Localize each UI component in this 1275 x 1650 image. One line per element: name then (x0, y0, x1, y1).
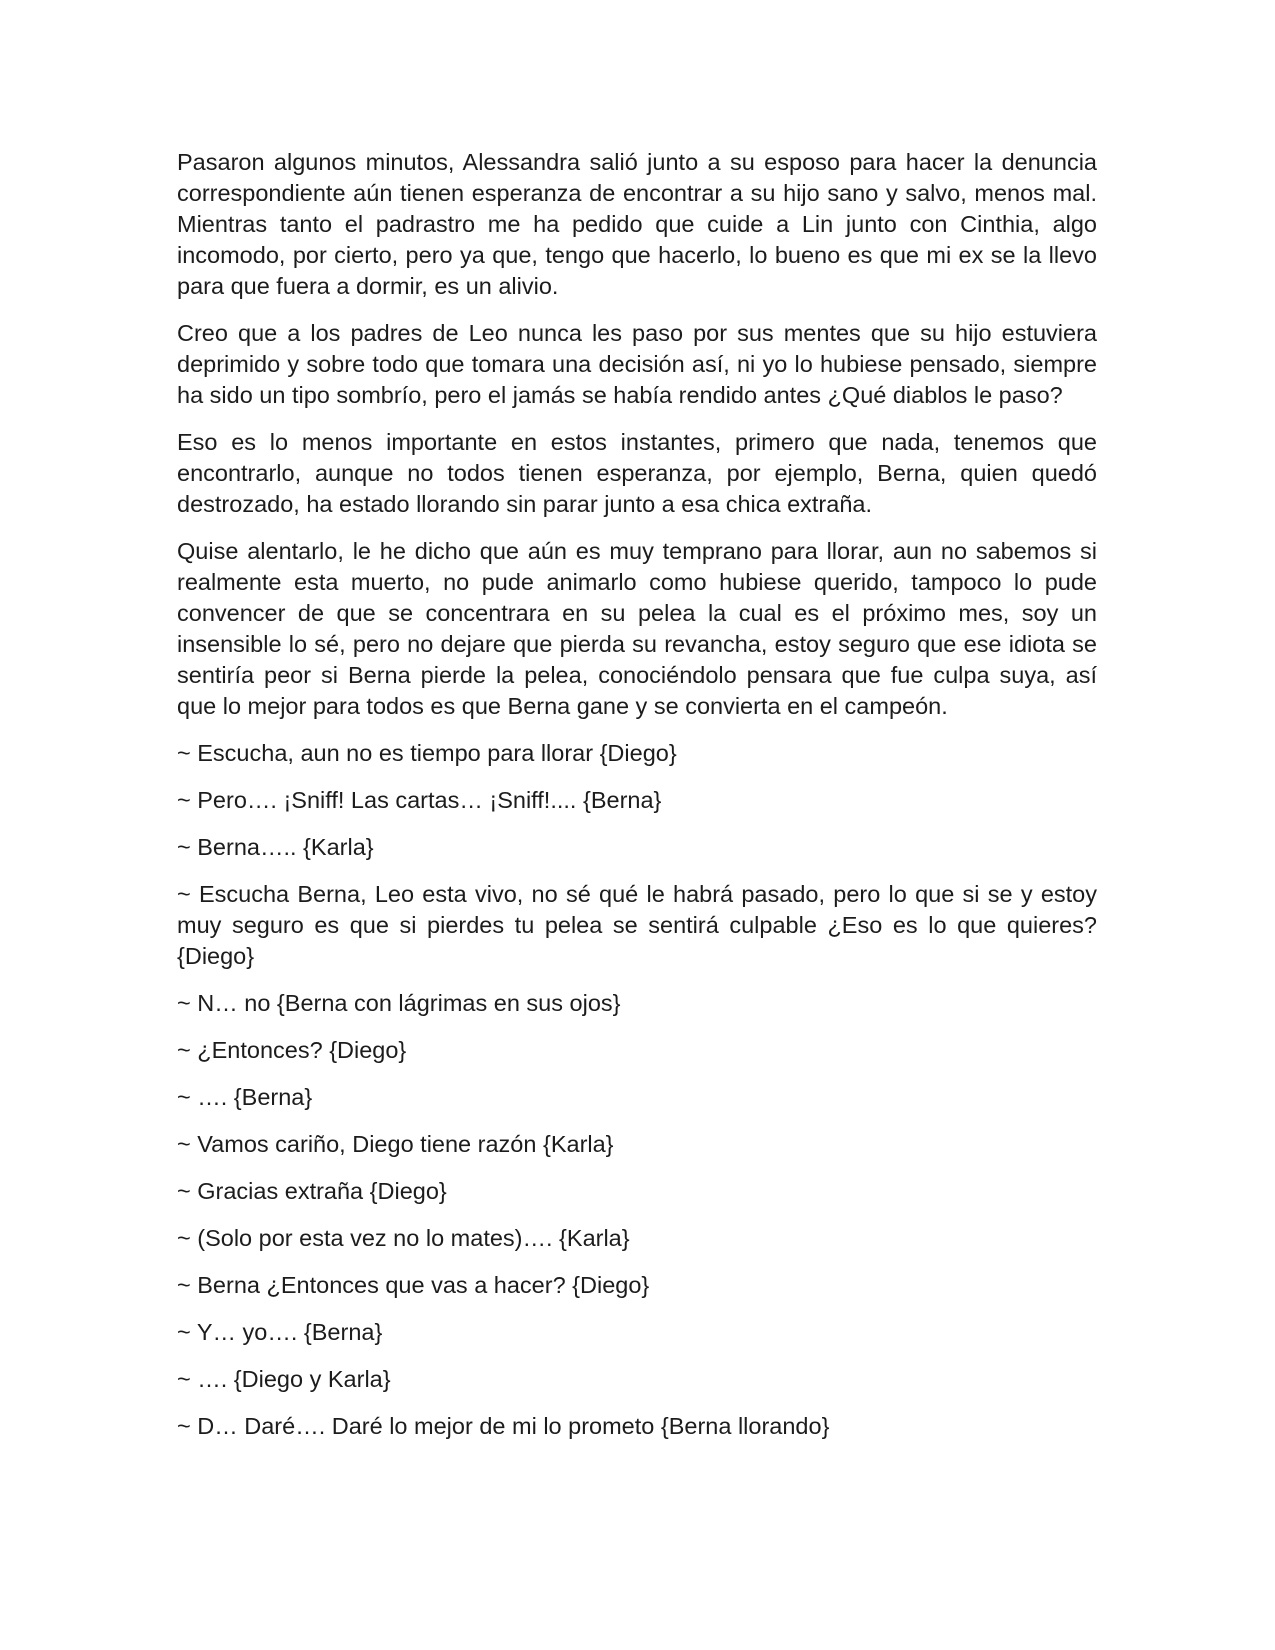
dialogue-line: ~ Pero…. ¡Sniff! Las cartas… ¡Sniff!.... {Berna} (177, 787, 662, 813)
dialogue-line: ~ ¿Entonces? {Diego} (177, 1037, 407, 1063)
document-body (177, 147, 1097, 1458)
paragraph: Quise alentarlo, le he dicho que aún es muy temprano para llorar, aun no sabemos si realmente esta muerto, no pude animarlo como hubiese querido, tampoco lo pude convencer de que se concentrara en su pelea la cual es el próximo mes, soy un insensible lo sé, pero no dejare que pierda su revancha, estoy seguro que ese idiota se sentiría peor si Berna pierde la pelea, conociéndolo pensara que fue culpa suya, así que lo mejor para todos es que Berna gane y se convierta en el campeón. (177, 538, 1097, 719)
dialogue-line: ~ …. {Berna} (177, 1084, 313, 1110)
dialogue-line: ~ Y… yo…. {Berna} (177, 1319, 383, 1345)
dialogue-line: ~ Escucha Berna, Leo esta vivo, no sé qué le habrá pasado, pero lo que si se y estoy muy seguro es que si pierdes tu pelea se sentirá culpable ¿Eso es lo que quieres? {Diego} (177, 881, 1097, 969)
paragraph: Eso es lo menos importante en estos instantes, primero que nada, tenemos que encontrarlo, aunque no todos tienen esperanza, por ejemplo, Berna, quien quedó destrozado, ha estado llorando sin parar junto a esa chica extraña. (177, 429, 1097, 517)
paragraph: Pasaron algunos minutos, Alessandra salió junto a su esposo para hacer la denuncia correspondiente aún tienen esperanza de encontrar a su hijo sano y salvo, menos mal. Mientras tanto el padrastro me ha pedido que cuide a Lin junto con Cinthia, algo incomodo, por cierto, pero ya que, tengo que hacerlo, lo bueno es que mi ex se la llevo para que fuera a dormir, es un alivio. (177, 149, 1097, 299)
dialogue-line: ~ D… Daré…. Daré lo mejor de mi lo prometo {Berna llorando} (177, 1413, 830, 1439)
dialogue-line: ~ (Solo por esta vez no lo mates)…. {Karla} (177, 1225, 630, 1251)
dialogue-line: ~ N… no {Berna con lágrimas en sus ojos} (177, 990, 621, 1016)
dialogue-line: ~ Escucha, aun no es tiempo para llorar {Diego} (177, 740, 677, 766)
paragraph: Creo que a los padres de Leo nunca les paso por sus mentes que su hijo estuviera deprimido y sobre todo que tomara una decisión así, ni yo lo hubiese pensado, siempre ha sido un tipo sombrío, pero el jamás se había rendido antes ¿Qué diablos le paso? (177, 320, 1097, 408)
dialogue-line: ~ Berna….. {Karla} (177, 834, 374, 860)
dialogue-line: ~ Vamos cariño, Diego tiene razón {Karla} (177, 1131, 614, 1157)
dialogue-line: ~ Berna ¿Entonces que vas a hacer? {Diego} (177, 1272, 650, 1298)
dialogue-line: ~ Gracias extraña {Diego} (177, 1178, 447, 1204)
dialogue-line: ~ …. {Diego y Karla} (177, 1366, 391, 1392)
